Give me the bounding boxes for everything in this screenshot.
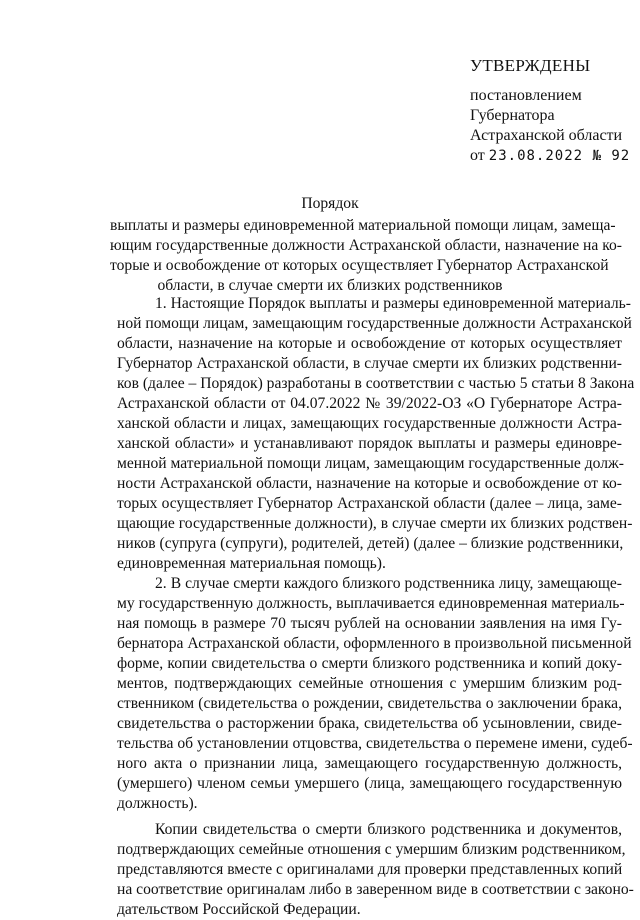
approval-date-line [470,146,635,166]
body-line: му государственную должность, выплачивается единовременная материаль- [117,595,625,612]
approval-date-prefix: от [470,147,485,164]
body-line: щающие государственные должности), в случае смерти их близких родствен- [117,515,633,532]
body-line: ментов, подтверждающих семейные отношения с умершим близким род- [117,675,622,692]
body-line: ной помощи лицам, замещающим государственные должности Астраханской [117,315,632,332]
heading-line: ющим государственные должности Астраханской области, назначение на ко- [110,237,622,254]
body-line: ная помощь в размере 70 тысяч рублей на основании заявления на имя Гу- [117,615,622,632]
approval-line: Астраханской области [470,127,623,144]
body-line: должность). [117,795,198,812]
body-line: области, назначение на которые и освобождение от которых осуществляет [117,335,622,352]
document-title: Порядок [301,195,359,212]
body-line: менной материальной помощи лицам, замещающим государственные долж- [117,455,624,472]
body-line: ников (супруга (супруги), родителей, детей) (далее – близкие родственники, [117,535,624,552]
body-line: свидетельства о расторжении брака, свидетельства об усыновлении, свиде- [117,715,622,732]
body-line: ков (далее – Порядок) разработаны в соответствии с частью 5 статьи 8 Закона [117,375,635,392]
body-line: единовременная материальная помощь). [117,555,386,572]
body-line: ности Астраханской области, назначение на которые и освобождение от ко- [117,475,622,492]
body-line: Губернатор Астраханской области, в случае смерти их близких родственни- [117,355,622,372]
body-line: 1. Настоящие Порядок выплаты и размеры единовременной материаль- [155,295,631,312]
body-line: на соответствие оригиналам либо в заверенном виде в соответствии с законо- [117,881,634,898]
body-line: дательством Российской Федерации. [117,901,361,918]
heading-line: выплаты и размеры единовременной материальной помощи лицам, замеща- [110,217,616,234]
approval-date-number: 23.08.2022 № 92 [488,148,631,164]
body-line: ханской области и лицах, замещающих государственные должности Астра- [117,415,622,432]
body-line: ственником (свидетельства о рождении, свидетельства о заключении брака, [117,695,622,712]
approval-title: УТВЕРЖДЕНЫ [470,56,591,75]
body-line: ного акта о признании лица, замещающего государственную должность, [117,755,622,772]
body-line: ханской области» и устанавливают порядок выплаты и размеры единовре- [117,435,622,452]
document-heading [110,194,622,296]
body-line: форме, копии свидетельства о смерти близкого родственника и копий доку- [117,655,622,672]
body-line: (умершего) членом семьи умершего (лица, замещающего государственную [117,775,622,792]
heading-line: торые и освобождение от которых осуществляет Губернатор Астраханской [110,257,609,274]
body-line: 2. В случае смерти каждого близкого родственника лицу, замещающе- [155,575,622,592]
body-line: Астраханской области от 04.07.2022 № 39/2022-ОЗ «О Губернаторе Астра- [117,395,622,412]
body-line: тельства об установлении отцовства, свидетельства о перемене имени, судеб- [117,735,633,752]
approval-line: Губернатора [470,107,555,124]
body-line: бернатора Астраханской области, оформленного в произвольной письменной [117,635,632,652]
approval-stamp [470,56,635,166]
approval-line: постановлением [470,87,582,104]
heading-line: области, в случае смерти их близких родственников [157,277,503,294]
body-line: подтверждающих семейные отношения с умершим близким родственником, [117,841,626,858]
body-line: Копии свидетельства о смерти близкого родственника и документов, [155,821,622,838]
body-line: торых осуществляет Губернатор Астраханской области (далее – лица, заме- [117,495,622,512]
body-line: представляются вместе с оригиналами для проверки представленных копий [117,861,623,878]
